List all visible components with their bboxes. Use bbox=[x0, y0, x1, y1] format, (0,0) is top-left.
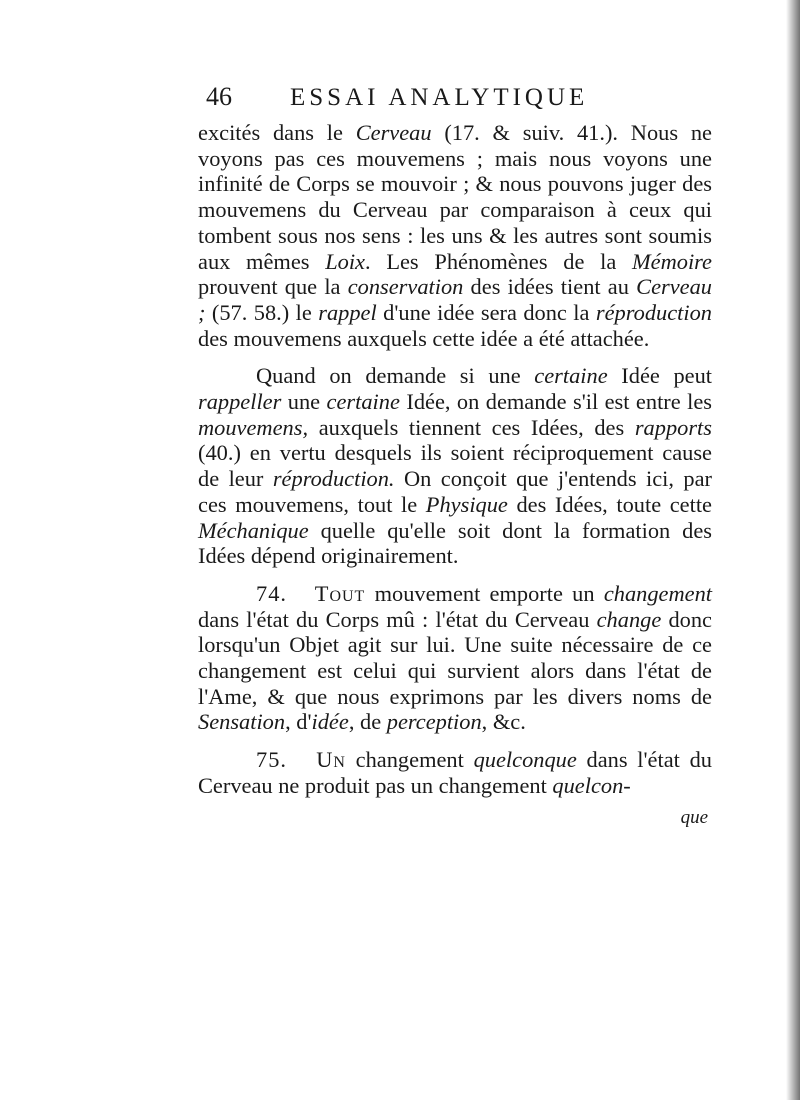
text-segment: excités dans le bbox=[198, 120, 356, 145]
text-segment: , &c. bbox=[481, 709, 526, 735]
text-segment: conservation bbox=[347, 274, 464, 300]
text-segment: quelle qu'elle soit dont la formation des Idées dépend originairement. bbox=[198, 517, 712, 569]
text-segment: auxquels tiennent ces Idées, des bbox=[308, 414, 635, 440]
paragraph-quand bbox=[198, 363, 712, 569]
section-number-75: 75. bbox=[256, 747, 287, 773]
text-segment: rappeller bbox=[198, 389, 282, 415]
catchword: que bbox=[680, 806, 708, 828]
text-segment: Méchanique bbox=[198, 517, 309, 543]
text-segment: idée bbox=[311, 709, 349, 735]
text-segment: Idée, on demande s'il est entre les bbox=[399, 389, 712, 415]
text-segment: . Les Phénomènes de la bbox=[365, 248, 632, 274]
text-segment: des Idées, toute cette bbox=[507, 491, 712, 517]
text-segment: rappel bbox=[318, 299, 377, 325]
text-segment: Idée peut bbox=[607, 363, 712, 389]
text-segment: perception bbox=[386, 709, 482, 735]
text-segment: réproduction. bbox=[272, 466, 395, 492]
section-number-74: 74. bbox=[256, 580, 287, 606]
text-segment: mouvement emporte un bbox=[365, 580, 604, 606]
text-segment: (40.) en vertu desquels ils soient réciproquement cause de leur bbox=[198, 440, 712, 492]
text-segment: changement bbox=[603, 580, 712, 606]
text-segment: Cerveau ; bbox=[198, 274, 712, 325]
body-text bbox=[198, 120, 712, 830]
text-segment: des mouvemens auxquels cette idée a été attachée. bbox=[198, 325, 650, 351]
text-segment: certaine bbox=[534, 363, 608, 389]
text-segment: dans l'état du Corps mû : l'état du Cerveau bbox=[198, 606, 597, 632]
text-segment: On conçoit que j'entends ici, par ces mouvemens, tout le bbox=[198, 466, 713, 517]
text-segment: Loix bbox=[325, 248, 365, 274]
text-segment: mouvemens, bbox=[198, 414, 309, 440]
text-segment: réproduction bbox=[595, 299, 712, 325]
text-segment: prouvent que la bbox=[198, 274, 348, 300]
section-lead-word-74: Tout bbox=[314, 580, 366, 606]
text-segment: (17. & suiv. 41.). Nous ne voyons pas ces mouvemens ; mais nous voyons une infinité de Corps se mouvoir ; & nous pouvons juger des mouvemens du Cerveau par comparaison à ceux qui tombent sous nos sens : les uns & les autres sont soumis aux mêmes bbox=[198, 120, 712, 274]
text-segment: Mémoire bbox=[632, 248, 712, 274]
text-segment: , d' bbox=[285, 709, 312, 735]
paragraph-74 bbox=[198, 581, 712, 735]
text-segment: quelconque bbox=[473, 747, 577, 773]
page-header bbox=[198, 80, 712, 120]
text-segment: change bbox=[596, 606, 662, 632]
text-segment: Cerveau bbox=[355, 120, 432, 145]
text-segment: Quand on demande si une bbox=[256, 363, 535, 389]
section-lead-word-75: Un bbox=[316, 747, 346, 773]
text-segment: d'une idée sera donc la bbox=[376, 299, 596, 325]
book-page bbox=[198, 80, 712, 830]
text-segment: Physique bbox=[425, 491, 508, 517]
page-number: 46 bbox=[206, 82, 232, 111]
page-edge-shadow bbox=[786, 0, 800, 1100]
text-segment: Sensation bbox=[198, 709, 286, 735]
text-segment: donc lorsqu'un Objet agit sur lui. Une suite nécessaire de ce changement est celui qui survient alors dans l'état de l'Ame, & que nous exprimons par les divers noms de bbox=[198, 606, 712, 709]
paragraph-75 bbox=[198, 747, 712, 798]
text-segment: , de bbox=[348, 709, 387, 735]
text-segment: des idées tient au bbox=[463, 274, 637, 300]
text-segment: quelcon- bbox=[552, 772, 631, 798]
text-segment: certaine bbox=[326, 389, 400, 415]
text-segment: (57. 58.) le bbox=[205, 299, 319, 325]
running-title: ESSAI ANALYTIQUE bbox=[290, 84, 589, 111]
paragraph-continued bbox=[198, 120, 712, 351]
text-segment: changement bbox=[345, 747, 474, 773]
text-segment: une bbox=[281, 389, 327, 415]
text-segment: rapports bbox=[634, 414, 712, 440]
text-segment: dans l'état du Cerveau ne produit pas un changement bbox=[198, 747, 712, 798]
